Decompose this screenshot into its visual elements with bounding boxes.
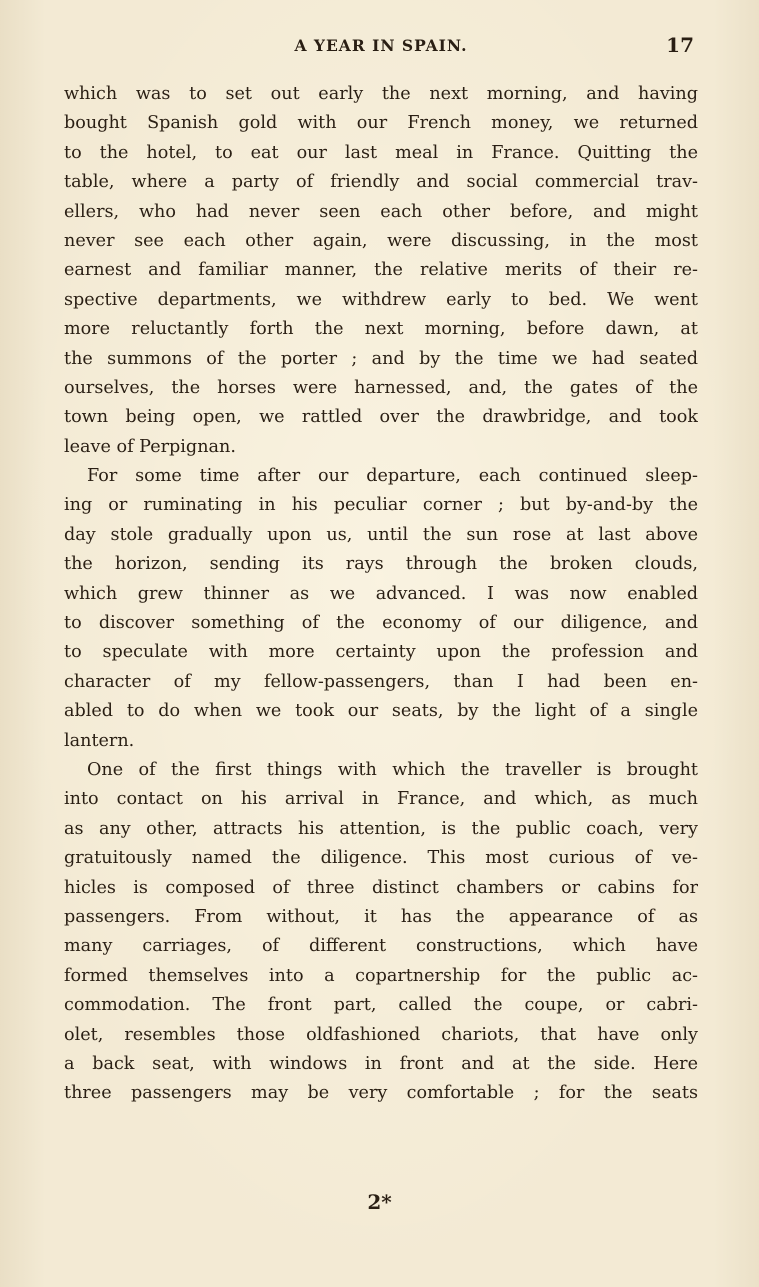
- text-line: never see each other again, were discussing, in the most: [64, 230, 698, 251]
- text-line: which grew thinner as we advanced. I was now enabled: [64, 583, 698, 604]
- text-line: which was to set out early the next morning, and having: [64, 84, 698, 104]
- text-line: into contact on his arrival in France, and which, as much: [64, 789, 698, 810]
- text-line: passengers. From without, it has the appearance of as: [64, 906, 698, 927]
- text-line: One of the first things with which the traveller is brought: [87, 759, 698, 780]
- body-text: [64, 80, 698, 1109]
- text-line: spective departments, we withdrew early to bed. We went: [64, 289, 698, 310]
- text-line: lantern.: [64, 730, 135, 751]
- text-line: bought Spanish gold with our French money, we returned: [64, 113, 698, 134]
- text-line: olet, resembles those oldfashioned chariots, that have only: [64, 1024, 698, 1045]
- running-title: A YEAR IN SPAIN.: [294, 36, 468, 55]
- text-line: town being open, we rattled over the drawbridge, and took: [64, 407, 698, 428]
- text-line: leave of Perpignan.: [64, 436, 236, 457]
- text-line: more reluctantly forth the next morning, before dawn, at: [64, 319, 698, 340]
- page-number: 17: [666, 33, 694, 57]
- text-line: gratuitously named the diligence. This most curious of ve-: [64, 848, 698, 869]
- text-line: commodation. The front part, called the coupe, or cabri-: [64, 995, 698, 1016]
- text-line: table, where a party of friendly and social commercial trav-: [64, 172, 698, 193]
- text-line: ourselves, the horses were harnessed, and, the gates of the: [64, 377, 698, 398]
- text-line: the horizon, sending its rays through the broken clouds,: [64, 554, 698, 575]
- text-line: For some time after our departure, each continued sleep-: [87, 466, 698, 487]
- text-line: hicles is composed of three distinct chambers or cabins for: [64, 877, 698, 898]
- text-line: three passengers may be very comfortable ; for the seats: [64, 1083, 698, 1104]
- text-line: character of my fellow-passengers, than I had been en-: [64, 671, 698, 692]
- text-line: formed themselves into a copartnership for the public ac-: [64, 965, 698, 986]
- text-line: many carriages, of different constructions, which have: [64, 936, 698, 957]
- text-line: abled to do when we took our seats, by the light of a single: [64, 701, 698, 722]
- running-head: [66, 33, 696, 58]
- text-line: to discover something of the economy of our diligence, and: [64, 613, 698, 634]
- signature-mark: 2*: [367, 1190, 392, 1214]
- text-line: the summons of the porter ; and by the time we had seated: [64, 348, 698, 369]
- text-line: to the hotel, to eat our last meal in France. Quitting the: [64, 142, 698, 163]
- text-line: as any other, attracts his attention, is the public coach, very: [64, 818, 698, 839]
- text-line: ellers, who had never seen each other before, and might: [64, 201, 698, 222]
- text-line: a back seat, with windows in front and at the side. Here: [64, 1053, 698, 1074]
- text-line: earnest and familiar manner, the relative merits of their re-: [64, 260, 698, 281]
- text-line: day stole gradually upon us, until the sun rose at last above: [64, 524, 698, 545]
- text-line: ing or ruminating in his peculiar corner ; but by-and-by the: [64, 495, 698, 516]
- text-line: to speculate with more certainty upon the profession and: [64, 642, 698, 663]
